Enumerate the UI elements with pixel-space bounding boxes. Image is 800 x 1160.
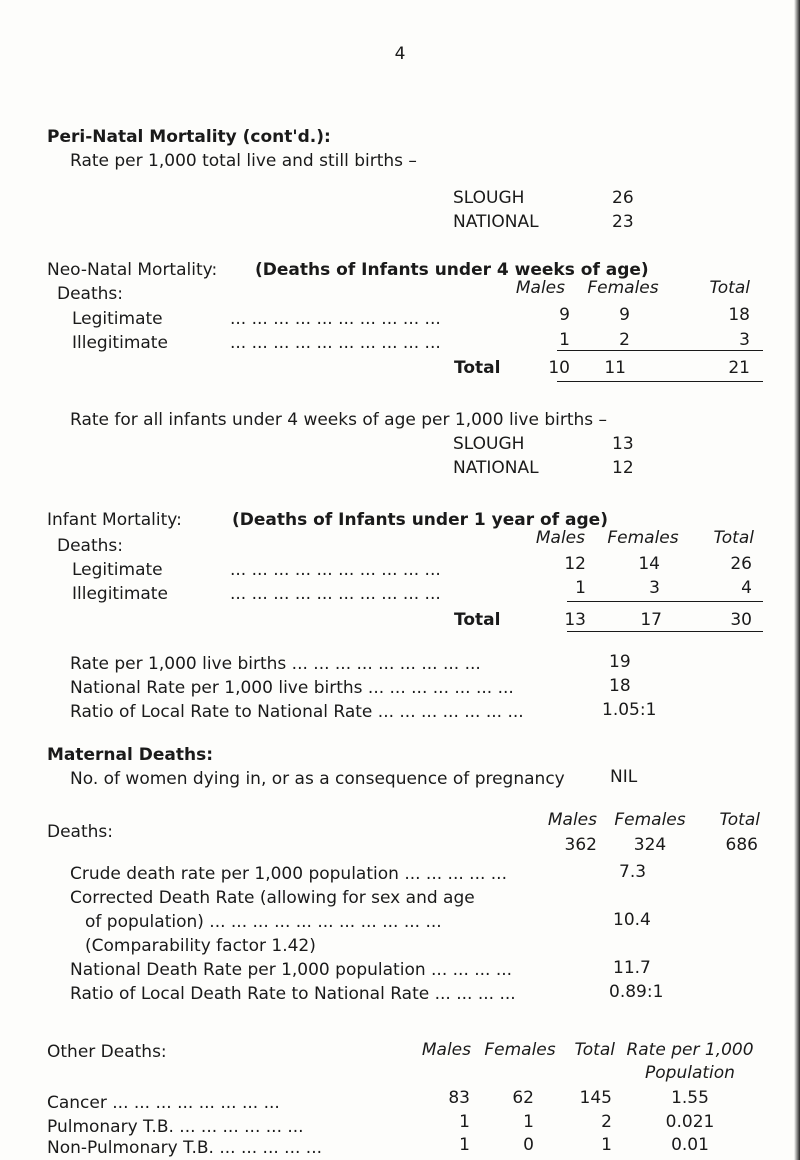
neonatal-subheading: (Deaths of Infants under 4 weeks of age)	[255, 260, 649, 280]
infant-stat-label: National Rate per 1,000 live births ... ... ... ... ... ... ...	[70, 678, 514, 698]
perinatal-slough-value: 26	[612, 188, 634, 208]
infant-total-rule	[567, 631, 763, 632]
other-row-label: Cancer ... ... ... ... ... ... ... ...	[47, 1093, 280, 1113]
neonatal-total-rule	[557, 381, 763, 382]
other-col-rate-sub: Population	[645, 1063, 735, 1083]
other-col-total: Total	[574, 1040, 615, 1060]
neonatal-total-males: 10	[548, 358, 570, 378]
crude-rate-label: Crude death rate per 1,000 population ... ... ... ... ...	[70, 864, 507, 884]
other-row-total: 1	[601, 1135, 612, 1155]
death-rate-ratio-value: 0.89:1	[609, 982, 664, 1002]
infant-stat-label: Rate per 1,000 live births ... ... ... ... ... ... ... ... ...	[70, 654, 481, 674]
other-row-males: 83	[448, 1088, 470, 1108]
neonatal-col-total: Total	[709, 278, 750, 298]
infant-subheading: (Deaths of Infants under 1 year of age)	[232, 510, 608, 530]
infant-row-label: Illegitimate	[72, 584, 168, 604]
maternal-value: NIL	[610, 767, 638, 787]
corrected-rate-line1: Corrected Death Rate (allowing for sex and age	[70, 888, 475, 908]
deaths-males: 362	[564, 835, 597, 855]
perinatal-slough-label: SLOUGH	[453, 188, 525, 208]
corrected-rate-line2: of population) ... ... ... ... ... ... ... ... ... ... ...	[85, 912, 442, 932]
other-row-total: 2	[601, 1112, 612, 1132]
infant-stat-value: 18	[609, 676, 631, 696]
infant-row-males: 1	[575, 578, 586, 598]
neonatal-row-label: Illegitimate	[72, 333, 168, 353]
crude-rate-value: 7.3	[619, 862, 647, 882]
deaths-col-females: Females	[614, 810, 686, 830]
neonatal-slough-label: SLOUGH	[453, 434, 525, 454]
infant-heading: Infant Mortality:	[47, 510, 182, 530]
other-col-males: Males	[421, 1040, 471, 1060]
deaths-heading: Deaths:	[47, 822, 113, 842]
neonatal-heading: Neo-Natal Mortality:	[47, 260, 218, 280]
deaths-females: 324	[633, 835, 667, 855]
other-row-males: 1	[459, 1112, 470, 1132]
other-row-label: Non-Pulmonary T.B. ... ... ... ... ...	[47, 1138, 322, 1158]
other-row-total: 145	[579, 1088, 612, 1108]
neonatal-row-males: 1	[559, 330, 570, 350]
other-row-rate: 1.55	[671, 1088, 709, 1108]
neonatal-row-total: 18	[728, 305, 750, 325]
other-row-females: 0	[523, 1135, 534, 1155]
infant-row-females: 14	[638, 554, 660, 574]
infant-total-total: 30	[730, 610, 752, 630]
infant-total-females: 17	[640, 610, 662, 630]
other-col-females: Females	[484, 1040, 556, 1060]
deaths-col-males: Males	[547, 810, 597, 830]
neonatal-total-females: 11	[604, 358, 626, 378]
other-row-females: 62	[512, 1088, 534, 1108]
maternal-heading: Maternal Deaths:	[47, 745, 214, 765]
perinatal-heading: Peri-Natal Mortality (cont'd.):	[47, 127, 331, 147]
infant-col-males: Males	[535, 528, 585, 548]
deaths-total: 686	[725, 835, 758, 855]
other-row-males: 1	[459, 1135, 470, 1155]
comparability-factor: (Comparability factor 1.42)	[85, 936, 316, 956]
infant-row-total: 26	[730, 554, 752, 574]
neonatal-national-label: NATIONAL	[453, 458, 539, 478]
other-row-rate: 0.01	[671, 1135, 709, 1155]
other-row-rate: 0.021	[665, 1112, 715, 1132]
page-number: 4	[394, 44, 406, 64]
page-edge-shadow	[794, 0, 800, 1160]
neonatal-row-females: 9	[619, 305, 630, 325]
maternal-line: No. of women dying in, or as a consequence of pregnancy	[70, 769, 565, 789]
neonatal-row-males: 9	[559, 305, 570, 325]
neonatal-row-leaders: ... ... ... ... ... ... ... ... ... ...	[230, 333, 441, 353]
infant-row-leaders: ... ... ... ... ... ... ... ... ... ...	[230, 560, 441, 580]
neonatal-row-leaders: ... ... ... ... ... ... ... ... ... ...	[230, 309, 441, 329]
other-col-rate: Rate per 1,000	[626, 1040, 754, 1060]
neonatal-col-males: Males	[515, 278, 565, 298]
infant-deaths-label: Deaths:	[57, 536, 123, 556]
infant-total-males: 13	[564, 610, 586, 630]
national-death-rate-value: 11.7	[613, 958, 651, 978]
neonatal-subtotal-rule	[557, 350, 763, 351]
other-deaths-heading: Other Deaths:	[47, 1042, 167, 1062]
infant-row-label: Legitimate	[72, 560, 163, 580]
national-death-rate-label: National Death Rate per 1,000 population ... ... ... ...	[70, 960, 513, 980]
deaths-col-total: Total	[719, 810, 760, 830]
infant-col-total: Total	[713, 528, 754, 548]
infant-row-total: 4	[741, 578, 752, 598]
perinatal-national-label: NATIONAL	[453, 212, 539, 232]
neonatal-slough-value: 13	[612, 434, 634, 454]
infant-total-label: Total	[454, 610, 501, 630]
infant-row-females: 3	[649, 578, 660, 598]
infant-row-males: 12	[564, 554, 586, 574]
infant-col-females: Females	[607, 528, 679, 548]
perinatal-national-value: 23	[612, 212, 634, 232]
neonatal-row-total: 3	[739, 330, 750, 350]
death-rate-ratio-label: Ratio of Local Death Rate to National Rate ... ... ... ...	[70, 984, 516, 1004]
infant-subtotal-rule	[567, 601, 763, 602]
neonatal-rate-line: Rate for all infants under 4 weeks of age per 1,000 live births –	[70, 410, 608, 430]
neonatal-row-females: 2	[619, 330, 630, 350]
neonatal-deaths-label: Deaths:	[57, 284, 123, 304]
infant-stat-value: 1.05:1	[602, 700, 657, 720]
infant-stat-value: 19	[609, 652, 631, 672]
infant-stat-label: Ratio of Local Rate to National Rate ... ... ... ... ... ... ...	[70, 702, 524, 722]
neonatal-national-value: 12	[612, 458, 634, 478]
neonatal-col-females: Females	[587, 278, 659, 298]
neonatal-row-label: Legitimate	[72, 309, 163, 329]
perinatal-rate-line: Rate per 1,000 total live and still births –	[70, 151, 417, 171]
other-row-label: Pulmonary T.B. ... ... ... ... ... ...	[47, 1117, 304, 1137]
neonatal-total-label: Total	[454, 358, 501, 378]
corrected-rate-value: 10.4	[613, 910, 651, 930]
neonatal-total-total: 21	[728, 358, 750, 378]
infant-row-leaders: ... ... ... ... ... ... ... ... ... ...	[230, 584, 441, 604]
other-row-females: 1	[523, 1112, 534, 1132]
